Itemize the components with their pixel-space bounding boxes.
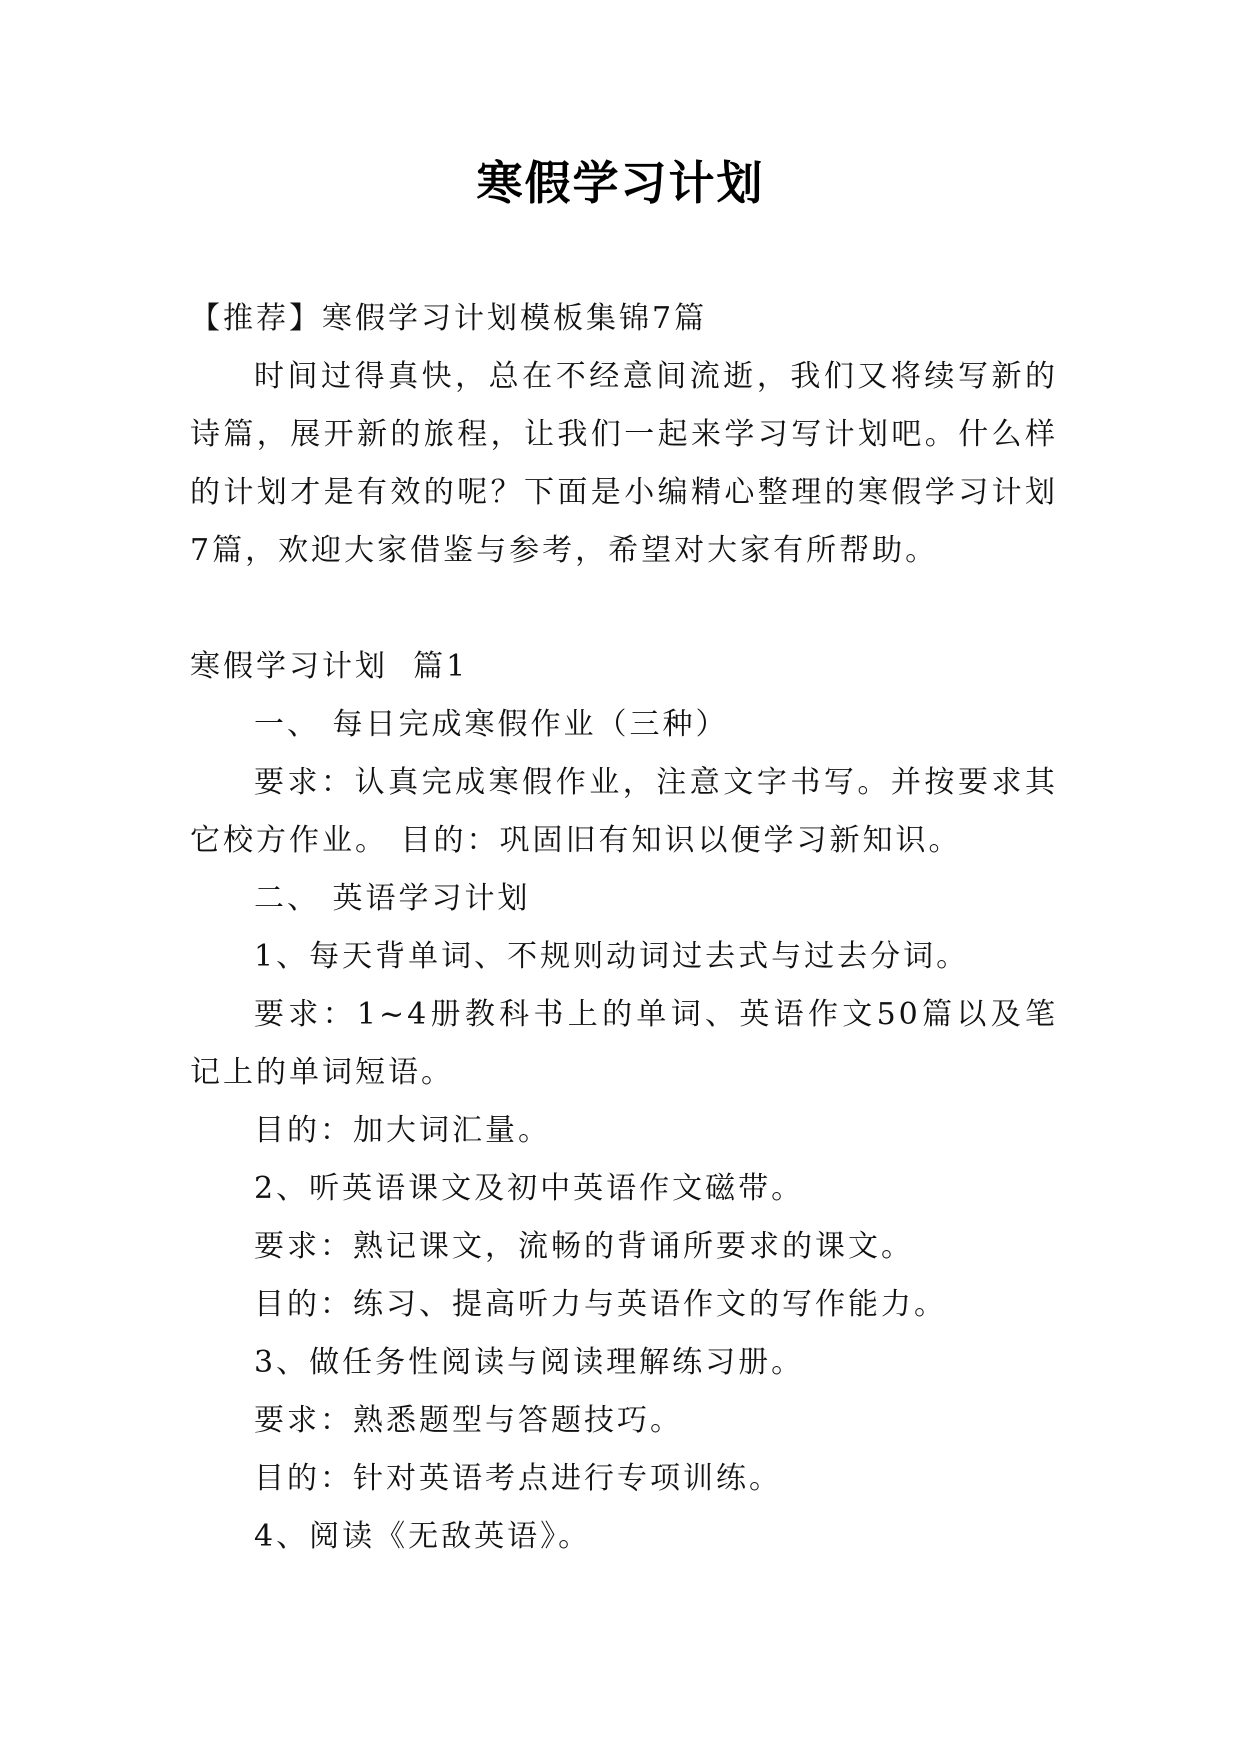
sub-item-2-goal: 目的：练习、提高听力与英语作文的写作能力。 [254,1287,947,1322]
sub-item-1-requirement: 要求：1~4册教科书上的单词、英语作文50篇以及笔记上的单词短语。 [190,997,1058,1090]
section-heading: 寒假学习计划 篇1 [190,649,469,684]
sub-item-1: 1、每天背单词、不规则动词过去式与过去分词。 [254,939,970,974]
item-2-title: 二、 英语学习计划 [254,881,531,916]
item-1-requirement: 要求：认真完成寒假作业，注意文字书写。并按要求其它校方作业。 目的：巩固旧有知识以便学习新知识。 [190,765,1058,858]
intro-paragraph: 时间过得真快，总在不经意间流逝，我们又将续写新的诗篇，展开新的旅程，让我们一起来学习写计划吧。什么样的计划才是有效的呢？下面是小编精心整理的寒假学习计划7篇，欢迎大家借鉴与参考，希望对大家有所帮助。 [190,359,1058,568]
recommend-line: 【推荐】寒假学习计划模板集锦7篇 [190,301,708,336]
sub-item-4: 4、阅读《无敌英语》。 [254,1519,592,1554]
item-1-title: 一、 每日完成寒假作业（三种） [254,707,729,742]
sub-item-3-requirement: 要求：熟悉题型与答题技巧。 [254,1403,683,1438]
sub-item-2: 2、听英语课文及初中英语作文磁带。 [254,1171,805,1206]
sub-item-3-goal: 目的：针对英语考点进行专项训练。 [254,1461,782,1496]
document-title: 寒假学习计划 [476,156,765,210]
sub-item-1-goal: 目的：加大词汇量。 [254,1113,551,1148]
sub-item-2-requirement: 要求：熟记课文，流畅的背诵所要求的课文。 [254,1229,914,1264]
sub-item-3: 3、做任务性阅读与阅读理解练习册。 [254,1345,805,1380]
document-body [190,290,1058,1566]
